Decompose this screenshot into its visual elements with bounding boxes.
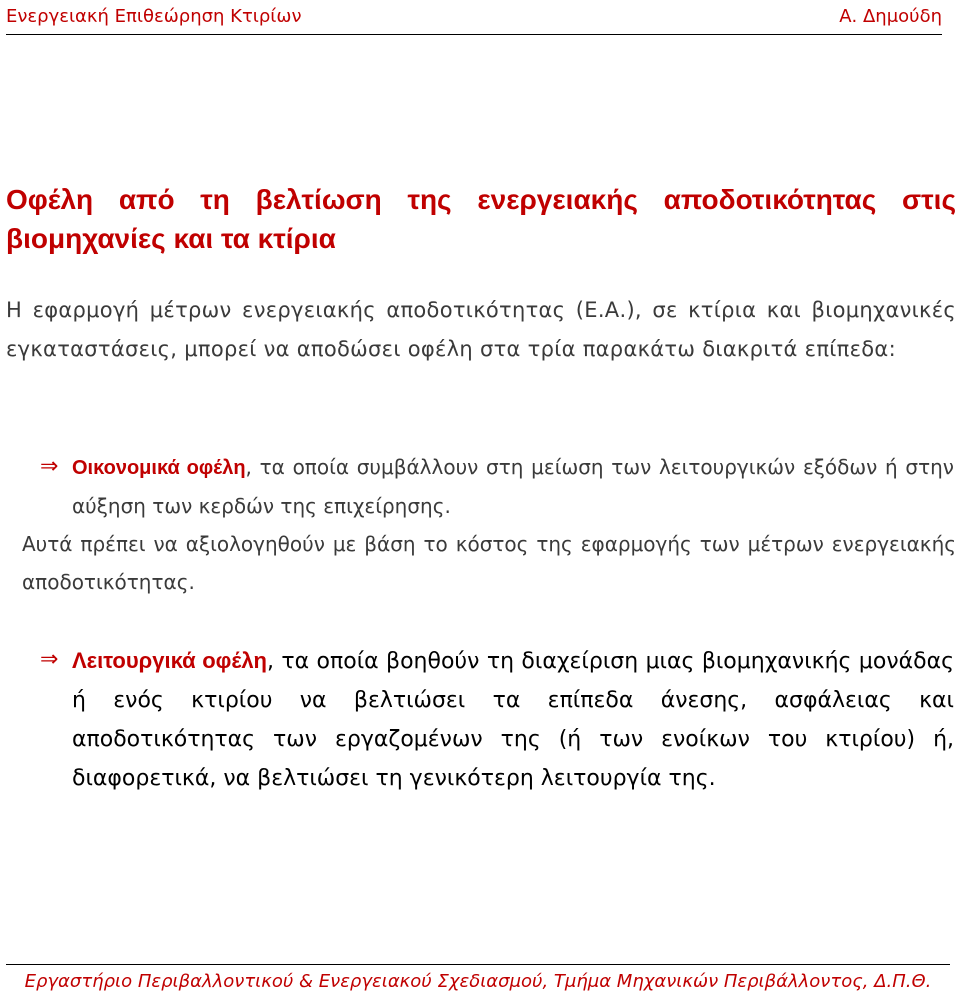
bullet-economic-benefits — [10, 448, 954, 525]
bullet-body — [72, 641, 954, 798]
bullet-keyword: Λειτουργικά οφέλη — [72, 648, 267, 673]
page-footer: Εργαστήριο Περιβαλλοντικού & Ενεργειακού Σχεδιασμού, Τμήμα Μηχανικών Περιβάλλοντος, Δ.Π.Θ. — [6, 964, 950, 992]
bullet-continuation: Αυτά πρέπει να αξιολογηθούν με βάση το κόστος της εφαρμογής των μέτρων ενεργειακής αποδοτικότητας. — [22, 532, 956, 594]
header-author: Α. Δημούδη — [839, 6, 942, 27]
section-title: Οφέλη από τη βελτίωση της ενεργειακής αποδοτικότητας στις βιομηχανίες και τα κτίρια — [6, 184, 956, 254]
bullet-text: , τα οποία βοηθούν τη διαχείριση μιας βιομηχανικής μονάδας ή ενός κτιρίου να βελτιώσει τα επίπεδα άνεσης, ασφάλειας και αποδοτικότητας των εργαζομένων της (ή των ενοίκων του κτιρίου) ή, διαφορετικά, να βελτιώσει τη γενικότερη λειτουργία της. — [72, 649, 954, 791]
arrow-right-icon: ⇒ — [40, 647, 59, 672]
arrow-right-icon: ⇒ — [40, 454, 59, 479]
header-document-title: Ενεργειακή Επιθεώρηση Κτιρίων — [6, 6, 302, 27]
bullet-keyword: Οικονομικά οφέλη — [72, 457, 246, 479]
bullet-text: , τα οποία συμβάλλουν στη μείωση των λειτουργικών εξόδων ή στην αύξηση των κερδών της επιχείρησης. — [72, 455, 954, 518]
page-header — [6, 6, 942, 35]
intro-paragraph: Η εφαρμογή μέτρων ενεργειακής αποδοτικότητας (Ε.Α.), σε κτίρια και βιομηχανικές εγκαταστάσεις, μπορεί να αποδώσει οφέλη στα τρία παρακάτω διακριτά επίπεδα: — [6, 298, 956, 361]
bullet-operational-benefits — [10, 641, 954, 798]
bullet-body — [72, 448, 954, 525]
